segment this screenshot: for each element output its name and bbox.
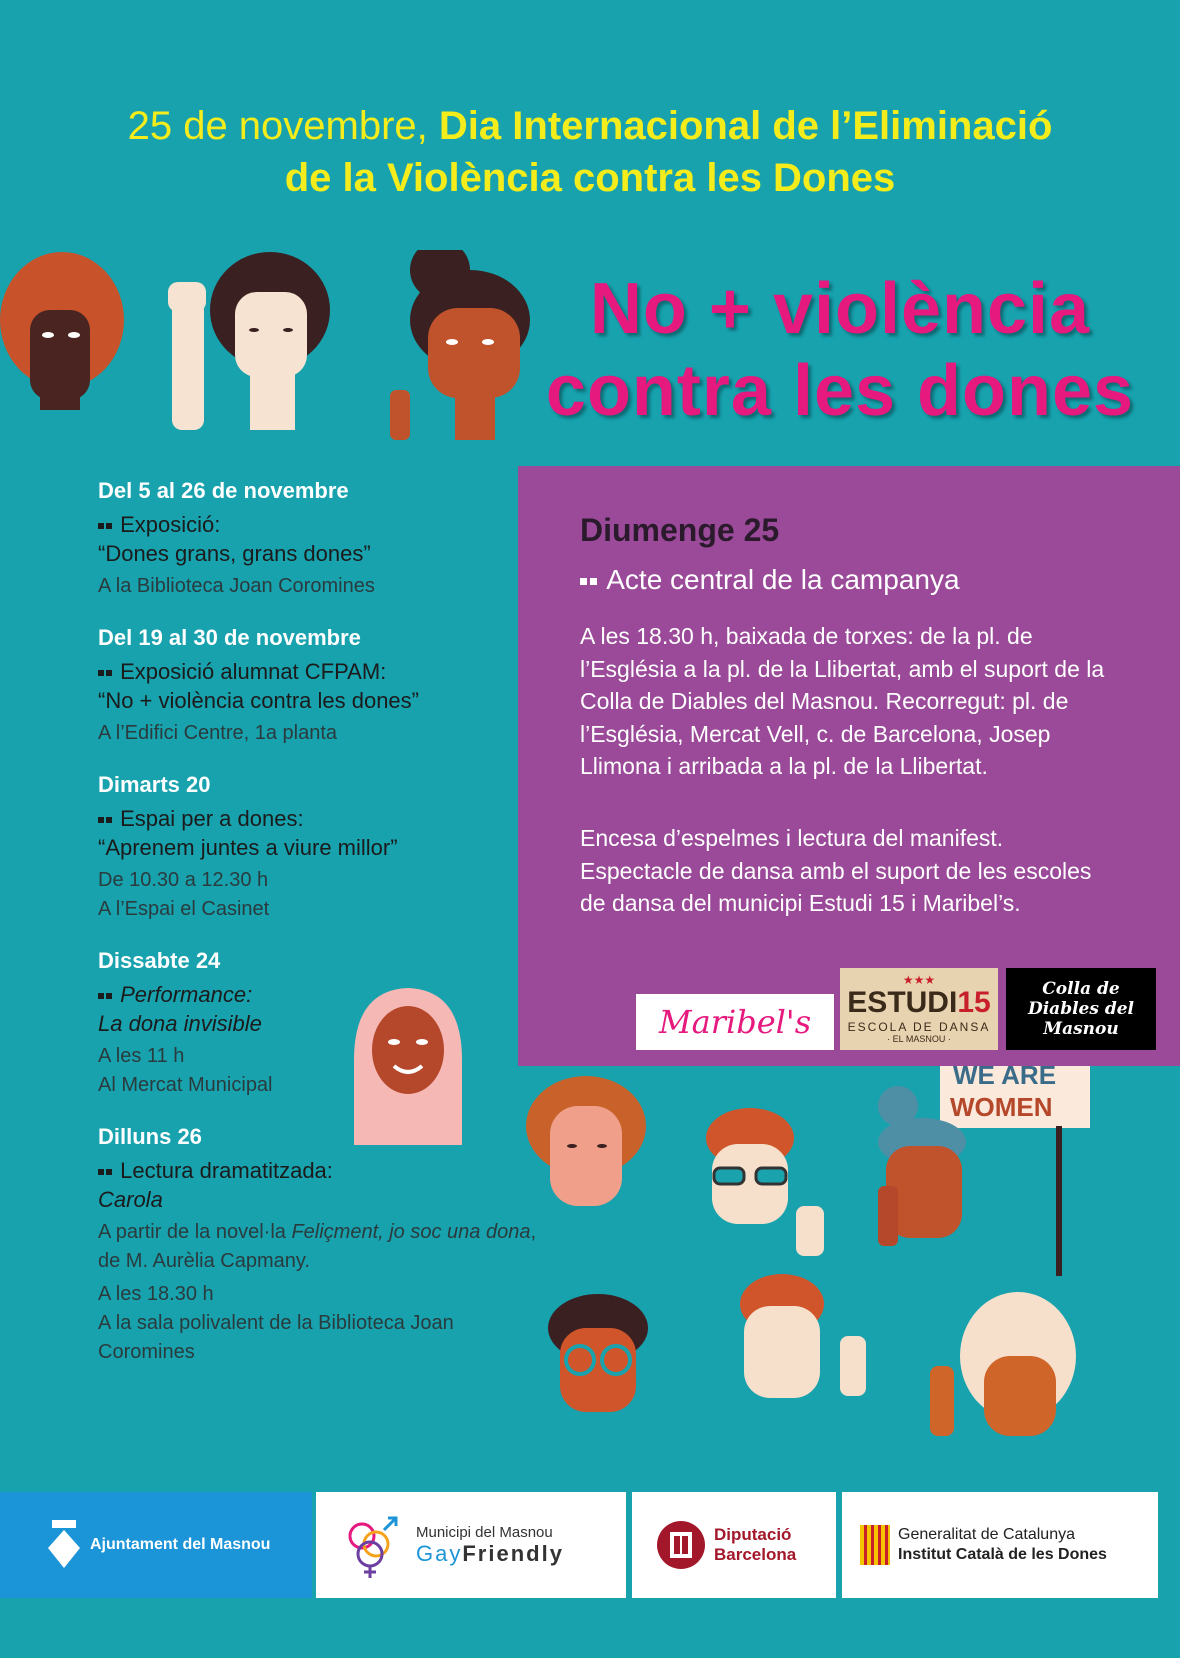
gayfriendly-wordmark <box>416 1541 564 1567</box>
bullet-icon <box>590 578 597 585</box>
page-header <box>60 100 1120 204</box>
schedule-item <box>98 476 538 601</box>
estudi15-logo-name <box>847 986 990 1020</box>
schedule-date: Del 5 al 26 de novembre <box>98 478 349 503</box>
schedule-title <box>98 1156 538 1214</box>
estudi15-logo-sub: ESCOLA DE DANSA <box>847 1020 991 1034</box>
diputacio-emblem-icon <box>656 1520 706 1570</box>
schedule-description <box>98 1218 538 1276</box>
central-event-description: A les 18.30 h, baixada de torxes: de la pl. de l’Església a la pl. de la Llibertat, amb el suport de la Colla de Diables del Masnou. Recorregut: pl. de l’Església, Mercat Vell, c. de Barcelona, Josep Llimona i arribada a la pl. de la Llibertat. <box>580 623 1105 779</box>
diputacio-line2: Barcelona <box>714 1545 797 1564</box>
schedule-place: A la sala polivalent de la Biblioteca Joan Coromines <box>98 1312 454 1363</box>
gender-symbols-icon <box>342 1510 402 1580</box>
stars-icon: ★★★ <box>902 973 936 987</box>
diputacio-logo <box>632 1492 836 1598</box>
schedule-time: A les 18.30 h <box>98 1283 214 1305</box>
schedule-type: Espai per a dones: <box>120 806 304 831</box>
gayfriendly-logo <box>316 1492 626 1598</box>
generalitat-line1: Generalitat de Catalunya <box>898 1526 1075 1543</box>
slogan <box>540 268 1140 432</box>
ajuntament-logo-text: Ajuntament del Masnou <box>90 1536 271 1553</box>
schedule-date: Del 19 al 30 de novembre <box>98 625 361 650</box>
schedule-name: La dona invisible <box>98 1011 262 1036</box>
schedule-type: Exposició alumnat CFPAM: <box>120 659 387 684</box>
bullet-icon <box>98 670 104 676</box>
bullet-icon <box>106 523 112 529</box>
bullet-icon <box>106 993 112 999</box>
schedule-title <box>98 510 538 568</box>
header-title-line2: de la Violència contra les Dones <box>284 156 896 200</box>
schedule-name: Carola <box>98 1187 163 1212</box>
bullet-icon <box>106 817 112 823</box>
schedule-name: “Dones grans, grans dones” <box>98 541 371 566</box>
estudi15-logo <box>840 968 998 1050</box>
schedule-title <box>98 980 538 1038</box>
schedule-date: Dissabte 24 <box>98 948 221 973</box>
schedule-title <box>98 657 538 715</box>
ajuntament-shield-icon <box>46 1520 82 1570</box>
generalitat-logo <box>842 1492 1158 1598</box>
friendly-text: Friendly <box>462 1540 564 1566</box>
gayfriendly-text <box>416 1524 564 1567</box>
bullet-icon <box>580 578 587 585</box>
generalitat-line2: Institut Català de les Dones <box>898 1546 1107 1563</box>
slogan-line2: contra les dones <box>545 351 1135 431</box>
sign-text-line1: WE ARE <box>953 1066 1057 1090</box>
diputacio-line1: Diputació <box>714 1525 792 1544</box>
estudi-number: 15 <box>957 986 991 1019</box>
header-date: 25 de novembre, <box>127 104 439 148</box>
bullet-icon <box>98 993 104 999</box>
schedule-place: Al Mercat Municipal <box>98 1074 273 1096</box>
estudi-text: ESTUDI <box>847 986 958 1019</box>
schedule-date: Dilluns 26 <box>98 1124 202 1149</box>
schedule-type: Lectura dramatitzada: <box>120 1158 333 1183</box>
desc-text: A partir de la novel·la <box>98 1221 292 1243</box>
schedule-place: A la Biblioteca Joan Coromines <box>98 575 375 597</box>
colla-diables-logo <box>1006 968 1156 1050</box>
central-event-title-text: Acte central de la campanya <box>606 564 960 595</box>
desc-book-title: Feliçment, jo soc una dona <box>291 1221 531 1243</box>
bullet-icon <box>98 1169 104 1175</box>
header-title-line1: Dia Internacional de l’Eliminació <box>438 104 1053 148</box>
schedule-place: A l’Edifici Centre, 1a planta <box>98 722 338 744</box>
schedule-item <box>98 946 538 1100</box>
women-faces-illustration-top <box>0 250 540 440</box>
schedule-title <box>98 804 538 862</box>
gay-text: Gay <box>416 1540 463 1566</box>
schedule-name: “Aprenem juntes a viure millor” <box>98 835 398 860</box>
schedule-item <box>98 623 538 748</box>
central-event-program: Encesa d’espelmes i lectura del manifest. Espectacle de dansa amb el suport de les escoles de dansa del municipi Estudi 15 i Maribel’s. <box>580 825 1092 916</box>
generalitat-text <box>898 1525 1107 1565</box>
schedule-item <box>98 770 538 924</box>
catalan-flag-icon <box>860 1525 890 1565</box>
schedule-type: Performance: <box>120 982 253 1007</box>
bullet-icon <box>98 817 104 823</box>
schedule-type: Exposició: <box>120 512 221 537</box>
schedule-item <box>98 1122 538 1367</box>
woman-hijab-illustration <box>344 980 472 1150</box>
schedule-date: Dimarts 20 <box>98 772 211 797</box>
central-event-title <box>580 564 960 596</box>
bullet-icon <box>106 670 112 676</box>
schedule-time: De 10.30 a 12.30 h <box>98 869 269 891</box>
sign-text-line2: WOMEN <box>950 1092 1053 1122</box>
colla-diables-logo-text: Colla de Diables del Masnou <box>1027 979 1135 1039</box>
diputacio-text <box>714 1525 796 1565</box>
schedule-name: “No + violència contra les dones” <box>98 688 419 713</box>
maribels-logo-text: Maribel's <box>658 1003 812 1041</box>
event-schedule <box>98 476 538 1389</box>
women-faces-illustration-bottom <box>518 1066 1180 1466</box>
schedule-place: A l’Espai el Casinet <box>98 898 270 920</box>
gayfriendly-top: Municipi del Masnou <box>416 1523 553 1541</box>
schedule-time: A les 11 h <box>98 1045 185 1067</box>
estudi15-logo-place: · EL MASNOU · <box>887 1034 951 1044</box>
ajuntament-logo <box>0 1492 312 1598</box>
bullet-icon <box>106 1169 112 1175</box>
bullet-icon <box>98 523 104 529</box>
central-event-panel <box>518 466 1180 1066</box>
central-event-day: Diumenge 25 <box>580 512 780 548</box>
slogan-line1: No + violència <box>589 269 1091 349</box>
maribels-logo <box>636 994 834 1050</box>
desc-text: , de M. Aurèlia Capmany. <box>98 1221 537 1272</box>
sponsors-footer <box>0 1492 1180 1598</box>
